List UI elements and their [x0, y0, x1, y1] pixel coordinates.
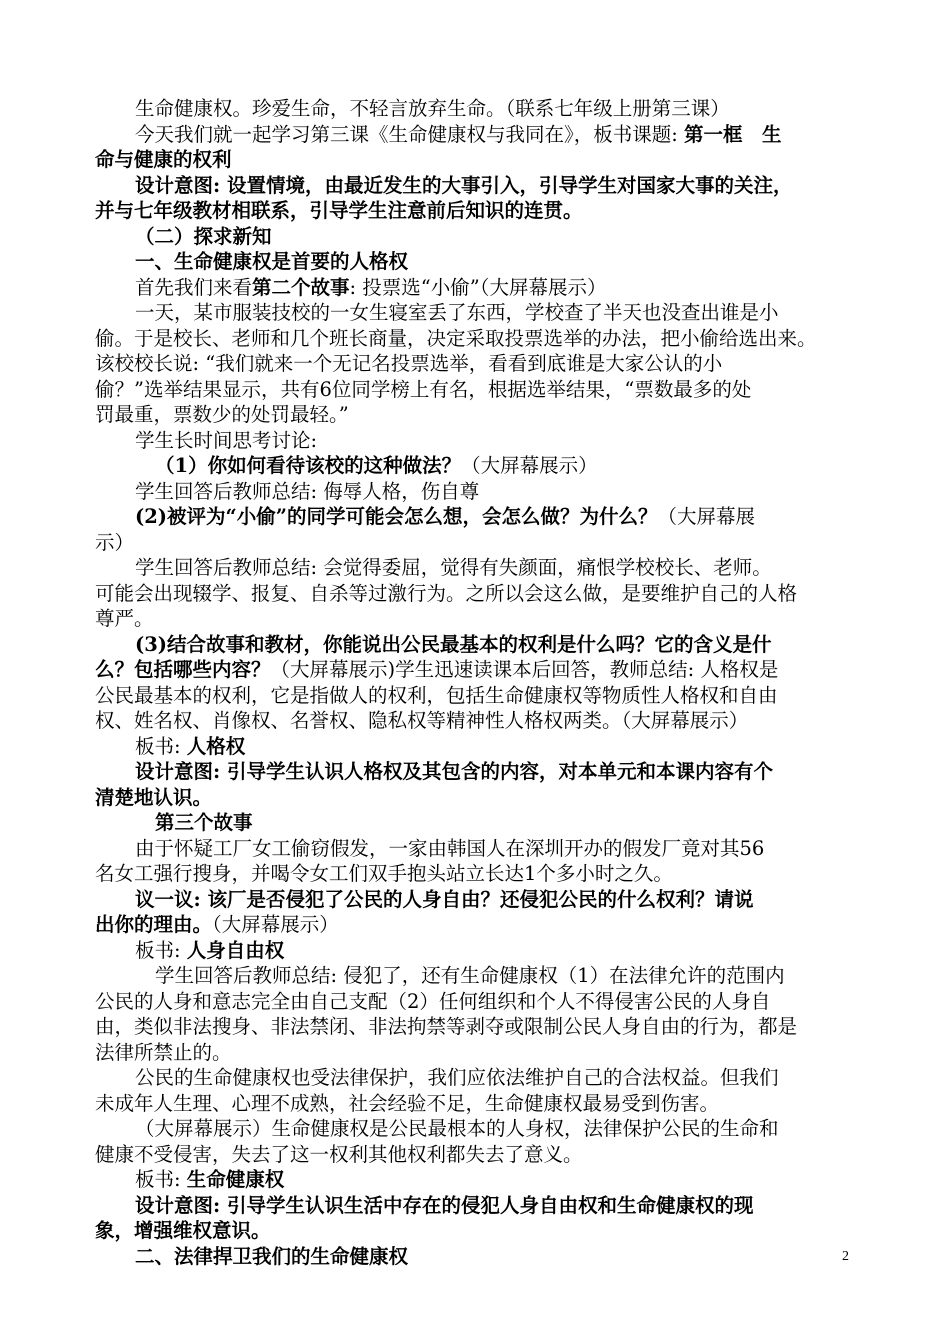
text-segment: 公民的生命健康权也受法律保护，我们应依法维护自己的合法权益。但我们 [135, 1066, 779, 1089]
text-line [95, 530, 875, 556]
text-segment: 板书: [135, 938, 187, 962]
bold-text: 出你的理由。 [95, 913, 213, 936]
text-line [135, 122, 875, 148]
text-segment: 由于怀疑工厂女工偷窃假发，一家由韩国人在深圳开办的假发厂竟对其56 [135, 836, 765, 860]
bold-text: 设计意图: 引导学生认识生活中存在的侵犯人身自由权和生命健康权的现 [135, 1193, 754, 1217]
text-line [135, 632, 875, 658]
text-line [95, 1040, 875, 1066]
text-segment: （大屏幕展示)学生迅速读课本后回答，教师总结: 人格权是 [270, 658, 779, 681]
bold-text: 第一框 生 [684, 122, 782, 146]
text-line [95, 861, 875, 887]
bold-text: 二、法律捍卫我们的生命健康权 [135, 1244, 409, 1268]
text-line [135, 300, 875, 326]
text-line [135, 734, 875, 760]
text-segment: 该校校长说: “我们就来一个无记名投票选举，看看到底谁是大家公认的小 [95, 352, 723, 375]
text-line [95, 377, 875, 403]
text-line [135, 479, 875, 505]
text-line [95, 1091, 875, 1117]
text-segment: 学生回答后教师总结: 侮辱人格，伤自尊 [135, 479, 480, 503]
text-line [135, 1193, 875, 1219]
bold-text: 设计意图: 设置情境，由最近发生的大事引入，引导学生对国家大事的关注， [135, 173, 793, 197]
text-line [135, 1167, 875, 1193]
text-line [135, 224, 875, 250]
text-line [135, 428, 875, 454]
bold-text: 设计意图: 引导学生认识人格权及其包含的内容，对本单元和本课内容有个 [135, 760, 773, 783]
text-line [95, 989, 875, 1015]
bold-text: 人身自由权 [186, 938, 285, 962]
text-line [135, 836, 875, 862]
text-segment: 板书: [135, 1168, 187, 1191]
text-line [95, 708, 875, 734]
bold-text: 一、生命健康权是首要的人格权 [135, 250, 409, 273]
text-segment: 一天，某市服装技校的一女生寝室丢了东西，学校查了半天也没查出谁是小 [135, 301, 779, 324]
text-line [95, 198, 875, 224]
text-segment: 公民的人身和意志完全由自己支配（2）任何组织和个人不得侵害公民的人身自 [95, 989, 771, 1013]
text-line [135, 504, 875, 530]
text-segment: 生命健康权。珍爱生命，不轻言放弃生命。（联系七年级上册第三课） [135, 97, 730, 120]
bold-text: （1）你如何看待该校的这种做法？ [155, 454, 462, 477]
text-segment: 由，类似非法搜身、非法禁闭、非法拘禁等剥夺或限制公民人身自由的行为，都是 [95, 1015, 798, 1038]
text-segment: 可能会出现辍学、报复、自杀等过激行为。之所以会这么做，是要维护自己的人格 [95, 581, 798, 605]
bold-text: 议一议: 该厂是否侵犯了公民的人身自由？还侵犯公民的什么权利？请说 [135, 887, 754, 911]
text-segment: 未成年人生理、心理不成熟，社会经验不足，生命健康权最易受到伤害。 [95, 1091, 720, 1115]
text-line [135, 887, 875, 913]
page-number: 2 [842, 1249, 849, 1264]
bold-text: 第二个故事 [252, 275, 350, 299]
bold-text: 第三个故事 [155, 811, 253, 834]
text-line [135, 96, 875, 122]
text-line [95, 402, 875, 428]
text-segment: 偷。于是校长、老师和几个班长商量，决定采取投票选举的办法，把小偷给选出来。 [95, 326, 817, 350]
text-segment: 首先我们来看 [135, 275, 253, 299]
text-segment: 偷？”选举结果显示，共有6位同学榜上有名，根据选举结果，“票数最多的处 [95, 377, 752, 401]
text-line [135, 1116, 875, 1142]
text-segment: 公民最基本的权利，它是指做人的权利，包括生命健康权等物质性人格权和自由 [95, 683, 778, 707]
text-line [95, 1142, 875, 1168]
bold-text: （二）探求新知 [135, 224, 272, 248]
text-segment: : 投票选“小偷”（大屏幕展示） [349, 275, 607, 299]
text-line [95, 912, 875, 938]
text-line [95, 351, 875, 377]
text-line [155, 963, 875, 989]
bold-text: (3)结合故事和教材，你能说出公民最基本的权利是什么吗？它的含义是什 [135, 632, 772, 656]
bold-text: (2)被评为“小偷”的同学可能会怎么想，会怎么做？为什么？ [135, 505, 658, 528]
text-segment: 名女工强行搜身，并喝令女工们双手抱头站立长达1个多小时之久。 [95, 862, 673, 885]
text-line [135, 938, 875, 964]
text-line [135, 555, 875, 581]
text-line [95, 785, 875, 811]
bold-text: 么？包括哪些内容？ [95, 658, 271, 681]
text-segment: 今天我们就一起学习第三课《生命健康权与我同在》，板书课题: [135, 122, 685, 146]
text-segment: 学生长时间思考讨论: [135, 428, 318, 452]
text-segment: 法律所禁止的。 [95, 1040, 232, 1064]
text-segment: 尊严。 [95, 607, 154, 630]
text-line [155, 453, 875, 479]
text-line [95, 147, 875, 173]
text-line [95, 683, 875, 709]
text-segment: （大屏幕展 [657, 505, 755, 528]
bold-text: 并与七年级教材相联系，引导学生注意前后知识的连贯。 [95, 199, 583, 222]
text-line [135, 249, 875, 275]
text-line [135, 759, 875, 785]
text-line [135, 1065, 875, 1091]
text-segment: （大屏幕展示）生命健康权是公民最根本的人身权，法律保护公民的生命和 [135, 1117, 779, 1140]
text-segment: 权、姓名权、肖像权、名誉权、隐私权等精神性人格权两类。（大屏幕展示） [95, 709, 749, 732]
text-line [135, 275, 875, 301]
text-line [95, 581, 875, 607]
text-line [95, 606, 875, 632]
bold-text: 人格权 [186, 734, 246, 758]
text-line [95, 1218, 875, 1244]
text-line [135, 173, 875, 199]
text-line [95, 657, 875, 683]
text-segment: （大屏幕展示） [461, 454, 598, 477]
text-segment: 健康不受侵害，失去了这一权利其他权利都失去了意义。 [95, 1142, 583, 1166]
bold-text: 命与健康的权利 [95, 148, 232, 171]
text-segment: 学生回答后教师总结: 会觉得委屈，觉得有失颜面，痛恨学校校长、老师。 [135, 556, 772, 579]
text-line [95, 326, 875, 352]
text-segment: 学生回答后教师总结: 侵犯了，还有生命健康权（1）在法律允许的范围内 [155, 964, 785, 987]
text-segment: 罚最重，票数少的处罚最轻。” [95, 403, 349, 426]
text-segment: （大屏幕展示） [212, 913, 339, 936]
text-segment: 示） [95, 530, 135, 554]
bold-text: 象，增强维权意识。 [95, 1219, 271, 1242]
text-line [95, 1014, 875, 1040]
bold-text: 生命健康权 [186, 1168, 285, 1191]
text-segment: 板书: [135, 734, 187, 758]
bold-text: 清楚地认识。 [95, 785, 213, 809]
text-line [155, 810, 875, 836]
text-line [135, 1244, 875, 1270]
